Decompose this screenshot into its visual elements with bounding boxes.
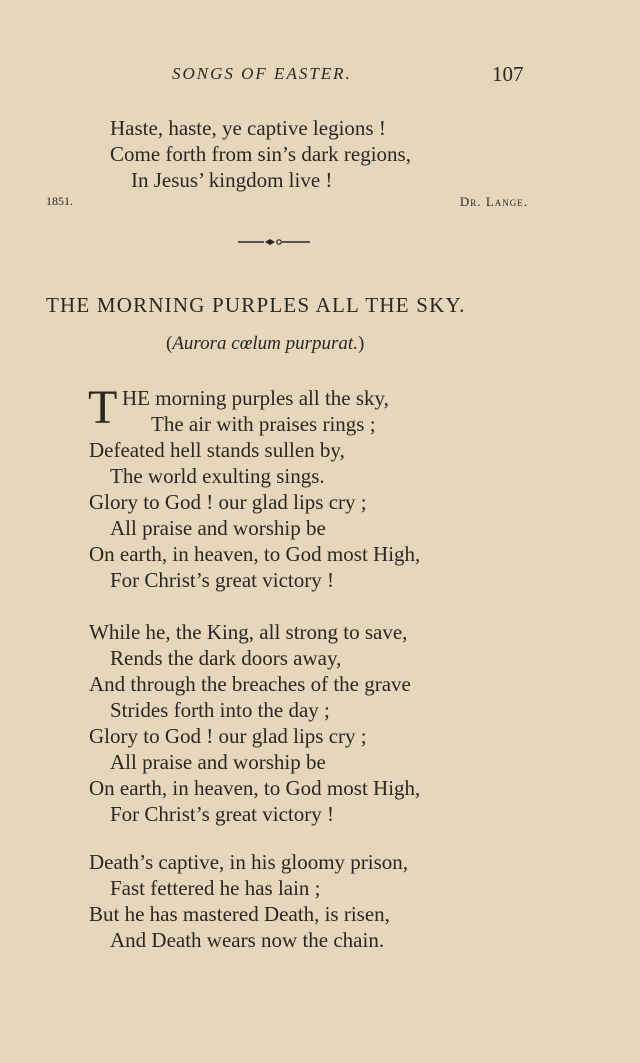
subtitle-open-paren: ( — [166, 333, 173, 354]
poem-line: For Christ’s great victory ! — [110, 568, 334, 592]
drop-cap: T — [88, 381, 118, 434]
running-head: SONGS OF EASTER. — [172, 64, 352, 83]
poem-title: THE MORNING PURPLES ALL THE SKY. — [46, 293, 466, 317]
poem-line: Strides forth into the day ; — [110, 698, 330, 722]
poem-year: 1851. — [46, 194, 73, 208]
section-divider-ornament — [238, 236, 310, 248]
poem-line: While he, the King, all strong to save, — [89, 620, 408, 644]
poem-author: Dr. Lange. — [459, 194, 528, 209]
poem-line: Rends the dark doors away, — [110, 646, 342, 670]
latin-title: Aurora cœlum purpurat. — [172, 333, 358, 354]
page-number: 107 — [492, 62, 524, 86]
poem-line: Death’s captive, in his gloomy prison, — [89, 850, 409, 874]
prev-poem-line: In Jesus’ kingdom live ! — [131, 168, 333, 192]
poem-line: On earth, in heaven, to God most High, — [89, 542, 421, 566]
poem-line: The world exulting sings. — [110, 464, 325, 488]
poem-line: All praise and worship be — [110, 750, 326, 774]
poem-line: Defeated hell stands sullen by, — [89, 438, 345, 462]
poem-subtitle — [166, 333, 364, 355]
poem-line: And through the breaches of the grave — [89, 672, 411, 696]
poem-line: And Death wears now the chain. — [110, 928, 385, 952]
prev-poem-line: Come forth from sin’s dark regions, — [110, 142, 411, 166]
poem-line: But he has mastered Death, is risen, — [89, 902, 390, 926]
poem-line: The air with praises rings ; — [151, 412, 376, 436]
poem-line: Glory to God ! our glad lips cry ; — [89, 724, 367, 748]
poem-line: On earth, in heaven, to God most High, — [89, 776, 421, 800]
subtitle-close-paren: ) — [357, 333, 365, 354]
poem-line: HE morning purples all the sky, — [122, 386, 389, 410]
poem-line: Fast fettered he has lain ; — [110, 876, 321, 900]
poem-line: Glory to God ! our glad lips cry ; — [89, 490, 367, 514]
poem-line: All praise and worship be — [110, 516, 326, 540]
poem-line: For Christ’s great victory ! — [110, 802, 334, 826]
prev-poem-line: Haste, haste, ye captive legions ! — [110, 116, 386, 140]
